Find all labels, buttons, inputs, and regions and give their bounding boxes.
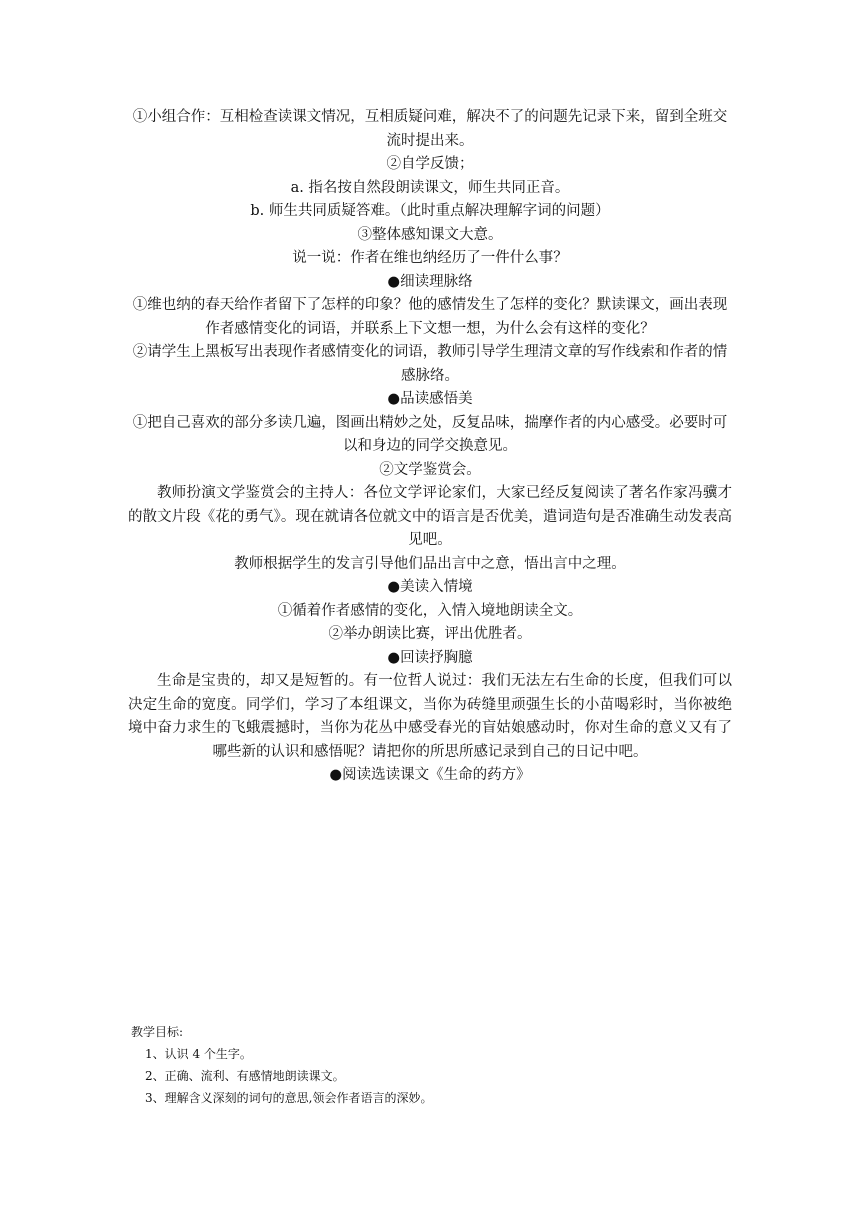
paragraph-blackboard: ②请学生上黑板写出表现作者感情变化的词语，教师引导学生理清文章的写作线索和作者的情感脉络。 — [132, 344, 728, 384]
teaching-objectives — [131, 1021, 731, 1109]
section-heading-close-reading: ●细读理脉络 — [387, 273, 473, 290]
objective-item: 2、正确、流利、有感情地朗读课文。 — [145, 1069, 345, 1083]
paragraph-life-is-precious: 生命是宝贵的，却又是短暂的。有一位哲人说过：我们无法左右生命的长度，但我们可以决定生命的宽度。同学们，学习了本组课文，当你为砖缝里顽强生长的小苗喝彩时，当你被绝境中奋力求生的飞蛾震撼时，当你为花丛中感受春光的盲姑娘感动时，你对生命的意义又有了哪些新的认识和感悟呢？请把你的所思所感记录到自己的日记中吧。 — [128, 673, 732, 760]
paragraph-favorite-parts: ①把自己喜欢的部分多读几遍，图画出精妙之处，反复品味，揣摩作者的内心感受。必要时可以和身边的同学交换意见。 — [132, 414, 728, 454]
paragraph-reading-contest: ②举办朗读比赛，评出优胜者。 — [328, 626, 532, 642]
paragraph-question-answer: b. 师生共同质疑答难。（此时重点解决理解字词的问题） — [250, 203, 610, 219]
section-heading-expressive-reading: ●美读入情境 — [387, 579, 473, 595]
paragraph-discussion-prompt: 说一说：作者在维也纳经历了一件什么事？ — [292, 250, 568, 266]
section-heading-appreciation: ●品读感悟美 — [387, 391, 473, 407]
objectives-title: 教学目标: — [131, 1025, 184, 1039]
objective-item: 1、认识 4 个生字。 — [145, 1047, 252, 1061]
section-heading-optional-reading: ●阅读选读课文《生命的药方》 — [329, 767, 531, 783]
section-heading-reflection: ●回读抒胸臆 — [387, 649, 473, 666]
paragraph-teacher-guidance: 教师根据学生的发言引导他们品出言中之意，悟出言中之理。 — [234, 555, 626, 572]
paragraph-read-aloud: a. 指名按自然段朗读课文，师生共同正音。 — [290, 179, 570, 196]
paragraph-literary-salon: ②文学鉴赏会。 — [379, 461, 481, 478]
paragraph-self-study-feedback: ②自学反馈； — [386, 156, 474, 172]
objective-item: 3、理解含义深刻的词句的意思,领会作者语言的深妙。 — [145, 1091, 433, 1105]
paragraph-read-full-text: ①循着作者感情的变化，入情入境地朗读全文。 — [277, 602, 583, 619]
paragraph-host-speech: 教师扮演文学鉴赏会的主持人：各位文学评论家们，大家已经反复阅读了著名作家冯骥才的散文片段《花的勇气》。现在就请各位就文中的语言是否优美，遣词造句是否准确生动发表高见吧。 — [128, 485, 732, 548]
paragraph-overall-perception: ③整体感知课文大意。 — [357, 226, 503, 243]
paragraph-group-work: ①小组合作：互相检查读课文情况，互相质疑问难，解决不了的问题先记录下来，留到全班交流时提出来。 — [132, 109, 728, 149]
lesson-plan-body — [128, 106, 732, 788]
paragraph-vienna-spring: ①维也纳的春天给作者留下了怎样的印象？他的感情发生了怎样的变化？默读课文，画出表现作者感情变化的词语，并联系上下文想一想，为什么会有这样的变化？ — [132, 297, 728, 337]
